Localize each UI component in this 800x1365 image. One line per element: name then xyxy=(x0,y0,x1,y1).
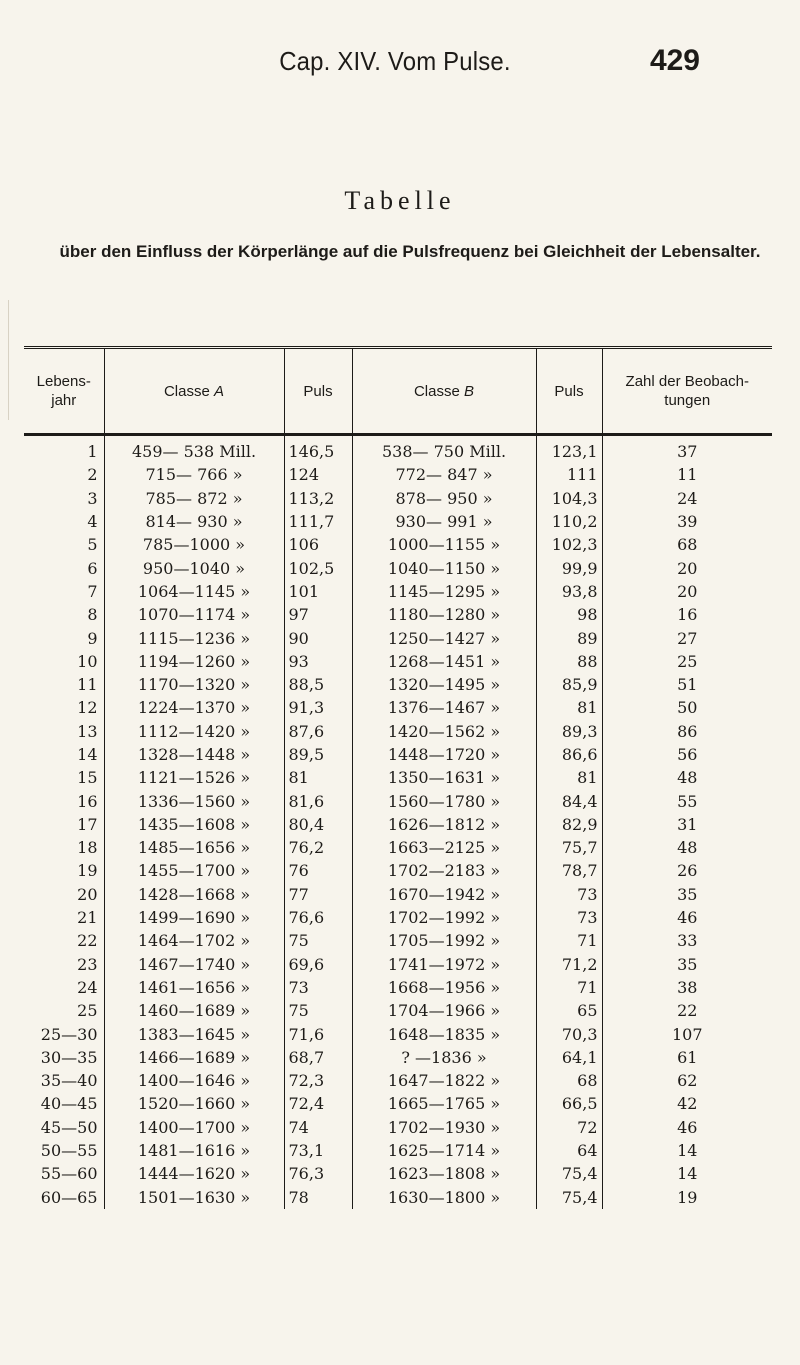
table-row xyxy=(24,953,772,976)
table-row xyxy=(24,626,772,649)
cell-observations: 38 xyxy=(602,976,772,999)
cell-observations: 55 xyxy=(602,789,772,812)
cell-observations: 24 xyxy=(602,487,772,510)
cell-age: 21 xyxy=(77,908,98,928)
cell-pulse-a: 72,3 xyxy=(284,1069,352,1092)
cell-observations: 26 xyxy=(602,859,772,882)
cell-age: 5 xyxy=(87,535,98,555)
header-pulse-b: Puls xyxy=(536,348,602,435)
cell-class-a: 785—1000 » xyxy=(104,533,284,556)
cell-pulse-b: 86,6 xyxy=(536,743,602,766)
cell-age: 35—40 xyxy=(40,1071,98,1091)
cell-pulse-b: 64,1 xyxy=(536,1046,602,1069)
cell-class-b: 1560—1780 » xyxy=(352,789,536,812)
cell-observations: 86 xyxy=(602,720,772,743)
cell-age: 50—55 xyxy=(40,1141,98,1161)
cell-class-b: 1448—1720 » xyxy=(352,743,536,766)
table-row xyxy=(24,650,772,673)
cell-class-b: 878— 950 » xyxy=(352,487,536,510)
cell-pulse-a: 101 xyxy=(284,580,352,603)
cell-observations: 48 xyxy=(602,766,772,789)
cell-class-b: 930— 991 » xyxy=(352,510,536,533)
table-row xyxy=(24,435,772,464)
cell-pulse-a: 90 xyxy=(284,626,352,649)
cell-pulse-a: 87,6 xyxy=(284,720,352,743)
cell-pulse-b: 75,4 xyxy=(536,1162,602,1185)
cell-pulse-b: 123,1 xyxy=(536,435,602,464)
cell-class-a: 1194—1260 » xyxy=(104,650,284,673)
cell-pulse-b: 85,9 xyxy=(536,673,602,696)
cell-pulse-b: 89 xyxy=(536,626,602,649)
cell-observations: 35 xyxy=(602,953,772,976)
cell-pulse-a: 111,7 xyxy=(284,510,352,533)
cell-pulse-b: 110,2 xyxy=(536,510,602,533)
cell-pulse-b: 72 xyxy=(536,1116,602,1139)
cell-pulse-a: 73,1 xyxy=(284,1139,352,1162)
cell-class-a: 1070—1174 » xyxy=(104,603,284,626)
cell-class-b: 1320—1495 » xyxy=(352,673,536,696)
cell-class-b: 1180—1280 » xyxy=(352,603,536,626)
cell-class-a: 1328—1448 » xyxy=(104,743,284,766)
cell-class-b: 1350—1631 » xyxy=(352,766,536,789)
cell-age: 11 xyxy=(77,675,98,695)
cell-observations: 39 xyxy=(602,510,772,533)
cell-class-a: 715— 766 » xyxy=(104,463,284,486)
cell-pulse-a: 80,4 xyxy=(284,813,352,836)
cell-class-b: 1630—1800 » xyxy=(352,1186,536,1209)
cell-age: 24 xyxy=(77,977,98,997)
cell-pulse-b: 111 xyxy=(536,463,602,486)
table-row xyxy=(24,929,772,952)
running-header xyxy=(140,44,700,78)
cell-pulse-a: 93 xyxy=(284,650,352,673)
cell-class-b: 1670—1942 » xyxy=(352,883,536,906)
cell-age: 23 xyxy=(77,954,98,974)
cell-pulse-b: 104,3 xyxy=(536,487,602,510)
page-edge-shadow xyxy=(8,300,9,420)
cell-pulse-b: 84,4 xyxy=(536,789,602,812)
table-row xyxy=(24,883,772,906)
cell-age: 45—50 xyxy=(40,1117,98,1137)
cell-pulse-b: 71,2 xyxy=(536,953,602,976)
cell-pulse-b: 89,3 xyxy=(536,720,602,743)
cell-observations: 37 xyxy=(602,435,772,464)
cell-pulse-a: 89,5 xyxy=(284,743,352,766)
cell-pulse-b: 99,9 xyxy=(536,556,602,579)
cell-class-a: 1121—1526 » xyxy=(104,766,284,789)
cell-class-b: 1626—1812 » xyxy=(352,813,536,836)
cell-pulse-a: 81 xyxy=(284,766,352,789)
cell-class-b: 1648—1835 » xyxy=(352,1022,536,1045)
cell-observations: 20 xyxy=(602,580,772,603)
cell-pulse-b: 64 xyxy=(536,1139,602,1162)
cell-observations: 14 xyxy=(602,1139,772,1162)
cell-class-b: 1376—1467 » xyxy=(352,696,536,719)
cell-pulse-b: 73 xyxy=(536,906,602,929)
cell-class-a: 1170—1320 » xyxy=(104,673,284,696)
cell-class-a: 1428—1668 » xyxy=(104,883,284,906)
cell-observations: 48 xyxy=(602,836,772,859)
cell-observations: 20 xyxy=(602,556,772,579)
cell-class-a: 1400—1646 » xyxy=(104,1069,284,1092)
cell-observations: 46 xyxy=(602,1116,772,1139)
cell-class-b: 1625—1714 » xyxy=(352,1139,536,1162)
cell-class-b: 1702—1930 » xyxy=(352,1116,536,1139)
cell-pulse-b: 71 xyxy=(536,929,602,952)
cell-class-a: 1467—1740 » xyxy=(104,953,284,976)
cell-observations: 11 xyxy=(602,463,772,486)
table-row xyxy=(24,673,772,696)
table-row xyxy=(24,859,772,882)
running-head: Cap. XIV. Vom Pulse. xyxy=(279,46,511,76)
table-row xyxy=(24,766,772,789)
table-row xyxy=(24,696,772,719)
table-row xyxy=(24,463,772,486)
cell-class-b: 1420—1562 » xyxy=(352,720,536,743)
cell-class-a: 1435—1608 » xyxy=(104,813,284,836)
cell-pulse-b: 68 xyxy=(536,1069,602,1092)
cell-pulse-a: 72,4 xyxy=(284,1092,352,1115)
cell-age: 10 xyxy=(77,651,98,671)
cell-class-a: 1499—1690 » xyxy=(104,906,284,929)
cell-pulse-b: 98 xyxy=(536,603,602,626)
cell-age: 16 xyxy=(77,791,98,811)
header-class-a: Classe A xyxy=(104,348,284,435)
cell-pulse-a: 81,6 xyxy=(284,789,352,812)
cell-class-b: 1250—1427 » xyxy=(352,626,536,649)
cell-observations: 68 xyxy=(602,533,772,556)
cell-observations: 25 xyxy=(602,650,772,673)
cell-class-a: 814— 930 » xyxy=(104,510,284,533)
cell-pulse-a: 75 xyxy=(284,999,352,1022)
cell-class-a: 1383—1645 » xyxy=(104,1022,284,1045)
cell-pulse-a: 71,6 xyxy=(284,1022,352,1045)
cell-class-b: 1040—1150 » xyxy=(352,556,536,579)
cell-age: 12 xyxy=(77,698,98,718)
cell-observations: 107 xyxy=(602,1022,772,1045)
table-row xyxy=(24,533,772,556)
pulse-table xyxy=(24,346,772,1209)
cell-observations: 19 xyxy=(602,1186,772,1209)
cell-observations: 31 xyxy=(602,813,772,836)
cell-class-a: 1400—1700 » xyxy=(104,1116,284,1139)
cell-age: 17 xyxy=(77,814,98,834)
table-row xyxy=(24,1046,772,1069)
cell-observations: 42 xyxy=(602,1092,772,1115)
cell-pulse-b: 81 xyxy=(536,766,602,789)
cell-age: 8 xyxy=(87,605,98,625)
cell-class-a: 1520—1660 » xyxy=(104,1092,284,1115)
cell-age: 13 xyxy=(77,721,98,741)
page-number: 429 xyxy=(649,44,700,77)
cell-observations: 14 xyxy=(602,1162,772,1185)
cell-age: 18 xyxy=(77,838,98,858)
cell-pulse-b: 71 xyxy=(536,976,602,999)
cell-class-a: 785— 872 » xyxy=(104,487,284,510)
cell-class-a: 1460—1689 » xyxy=(104,999,284,1022)
table-row xyxy=(24,906,772,929)
cell-class-b: 1663—2125 » xyxy=(352,836,536,859)
cell-pulse-b: 81 xyxy=(536,696,602,719)
cell-observations: 16 xyxy=(602,603,772,626)
table-row xyxy=(24,1116,772,1139)
table-row xyxy=(24,556,772,579)
cell-class-a: 459— 538 Mill. xyxy=(104,435,284,464)
cell-observations: 61 xyxy=(602,1046,772,1069)
table-row xyxy=(24,743,772,766)
cell-class-b: 1665—1765 » xyxy=(352,1092,536,1115)
cell-class-a: 1481—1616 » xyxy=(104,1139,284,1162)
cell-class-a: 1466—1689 » xyxy=(104,1046,284,1069)
cell-pulse-a: 91,3 xyxy=(284,696,352,719)
cell-pulse-a: 78 xyxy=(284,1186,352,1209)
cell-pulse-b: 73 xyxy=(536,883,602,906)
header-class-b: Classe B xyxy=(352,348,536,435)
cell-class-b: 1668—1956 » xyxy=(352,976,536,999)
cell-age: 2 xyxy=(87,465,98,485)
cell-class-a: 1224—1370 » xyxy=(104,696,284,719)
cell-class-a: 1501—1630 » xyxy=(104,1186,284,1209)
table-row xyxy=(24,487,772,510)
header-age: Lebens-jahr xyxy=(24,348,104,435)
cell-pulse-a: 102,5 xyxy=(284,556,352,579)
cell-age: 25 xyxy=(77,1001,98,1021)
cell-pulse-a: 113,2 xyxy=(284,487,352,510)
cell-class-b: 1268—1451 » xyxy=(352,650,536,673)
cell-pulse-a: 76,2 xyxy=(284,836,352,859)
cell-pulse-a: 124 xyxy=(284,463,352,486)
cell-class-b: 1702—1992 » xyxy=(352,906,536,929)
cell-class-b: 1145—1295 » xyxy=(352,580,536,603)
cell-observations: 50 xyxy=(602,696,772,719)
cell-pulse-b: 78,7 xyxy=(536,859,602,882)
cell-class-b: ? —1836 » xyxy=(352,1046,536,1069)
table-subtitle: über den Einfluss der Körperlänge auf die Pulsfrequenz bei Gleichheit der Lebensalter. xyxy=(59,242,761,261)
cell-pulse-a: 76 xyxy=(284,859,352,882)
cell-pulse-b: 93,8 xyxy=(536,580,602,603)
cell-pulse-a: 74 xyxy=(284,1116,352,1139)
cell-class-b: 1623—1808 » xyxy=(352,1162,536,1185)
cell-age: 15 xyxy=(77,768,98,788)
cell-class-a: 950—1040 » xyxy=(104,556,284,579)
table-row xyxy=(24,999,772,1022)
cell-age: 25—30 xyxy=(40,1024,98,1044)
cell-pulse-a: 97 xyxy=(284,603,352,626)
cell-pulse-a: 77 xyxy=(284,883,352,906)
cell-observations: 46 xyxy=(602,906,772,929)
cell-age: 4 xyxy=(87,512,98,532)
cell-pulse-b: 75,7 xyxy=(536,836,602,859)
cell-class-a: 1112—1420 » xyxy=(104,720,284,743)
cell-class-a: 1455—1700 » xyxy=(104,859,284,882)
cell-observations: 35 xyxy=(602,883,772,906)
pulse-table-container xyxy=(24,346,772,1209)
cell-pulse-b: 102,3 xyxy=(536,533,602,556)
cell-pulse-b: 66,5 xyxy=(536,1092,602,1115)
table-row xyxy=(24,510,772,533)
table-body xyxy=(24,435,772,1209)
header-row xyxy=(24,348,772,435)
cell-pulse-a: 76,3 xyxy=(284,1162,352,1185)
cell-age: 40—45 xyxy=(40,1094,98,1114)
cell-pulse-a: 146,5 xyxy=(284,435,352,464)
cell-pulse-a: 73 xyxy=(284,976,352,999)
cell-class-a: 1064—1145 » xyxy=(104,580,284,603)
table-row xyxy=(24,580,772,603)
cell-class-b: 1705—1992 » xyxy=(352,929,536,952)
cell-age: 22 xyxy=(77,931,98,951)
cell-observations: 62 xyxy=(602,1069,772,1092)
cell-pulse-b: 65 xyxy=(536,999,602,1022)
table-row xyxy=(24,789,772,812)
table-row xyxy=(24,813,772,836)
cell-class-a: 1485—1656 » xyxy=(104,836,284,859)
table-row xyxy=(24,1022,772,1045)
cell-pulse-a: 68,7 xyxy=(284,1046,352,1069)
table-row xyxy=(24,603,772,626)
cell-age: 3 xyxy=(87,488,98,508)
table-title: Tabelle xyxy=(344,186,456,215)
cell-class-a: 1115—1236 » xyxy=(104,626,284,649)
cell-age: 9 xyxy=(87,628,98,648)
table-row xyxy=(24,1139,772,1162)
cell-class-b: 1000—1155 » xyxy=(352,533,536,556)
cell-age: 1 xyxy=(87,442,98,462)
cell-pulse-b: 88 xyxy=(536,650,602,673)
table-row xyxy=(24,836,772,859)
table-row xyxy=(24,1186,772,1209)
cell-age: 19 xyxy=(77,861,98,881)
cell-class-a: 1336—1560 » xyxy=(104,789,284,812)
cell-pulse-b: 70,3 xyxy=(536,1022,602,1045)
cell-observations: 56 xyxy=(602,743,772,766)
cell-class-b: 1741—1972 » xyxy=(352,953,536,976)
cell-class-b: 772— 847 » xyxy=(352,463,536,486)
table-row xyxy=(24,1069,772,1092)
cell-observations: 51 xyxy=(602,673,772,696)
cell-pulse-a: 69,6 xyxy=(284,953,352,976)
cell-class-b: 538— 750 Mill. xyxy=(352,435,536,464)
cell-observations: 27 xyxy=(602,626,772,649)
cell-age: 7 xyxy=(87,581,98,601)
table-row xyxy=(24,1092,772,1115)
cell-class-a: 1461—1656 » xyxy=(104,976,284,999)
cell-class-a: 1464—1702 » xyxy=(104,929,284,952)
cell-age: 60—65 xyxy=(40,1187,98,1207)
cell-pulse-a: 106 xyxy=(284,533,352,556)
cell-class-b: 1702—2183 » xyxy=(352,859,536,882)
table-row xyxy=(24,976,772,999)
cell-pulse-b: 82,9 xyxy=(536,813,602,836)
cell-class-b: 1704—1966 » xyxy=(352,999,536,1022)
cell-age: 6 xyxy=(87,558,98,578)
cell-pulse-a: 88,5 xyxy=(284,673,352,696)
cell-class-a: 1444—1620 » xyxy=(104,1162,284,1185)
cell-pulse-b: 75,4 xyxy=(536,1186,602,1209)
cell-class-b: 1647—1822 » xyxy=(352,1069,536,1092)
cell-age: 14 xyxy=(77,745,98,764)
cell-age: 55—60 xyxy=(40,1164,98,1184)
cell-pulse-a: 75 xyxy=(284,929,352,952)
cell-age: 20 xyxy=(77,884,98,904)
table-row xyxy=(24,720,772,743)
cell-age: 30—35 xyxy=(40,1047,98,1067)
cell-pulse-a: 76,6 xyxy=(284,906,352,929)
header-observations: Zahl der Beobach-tungen xyxy=(602,348,772,435)
header-pulse-a: Puls xyxy=(284,348,352,435)
table-row xyxy=(24,1162,772,1185)
cell-observations: 33 xyxy=(602,929,772,952)
table-header xyxy=(24,348,772,435)
cell-observations: 22 xyxy=(602,999,772,1022)
